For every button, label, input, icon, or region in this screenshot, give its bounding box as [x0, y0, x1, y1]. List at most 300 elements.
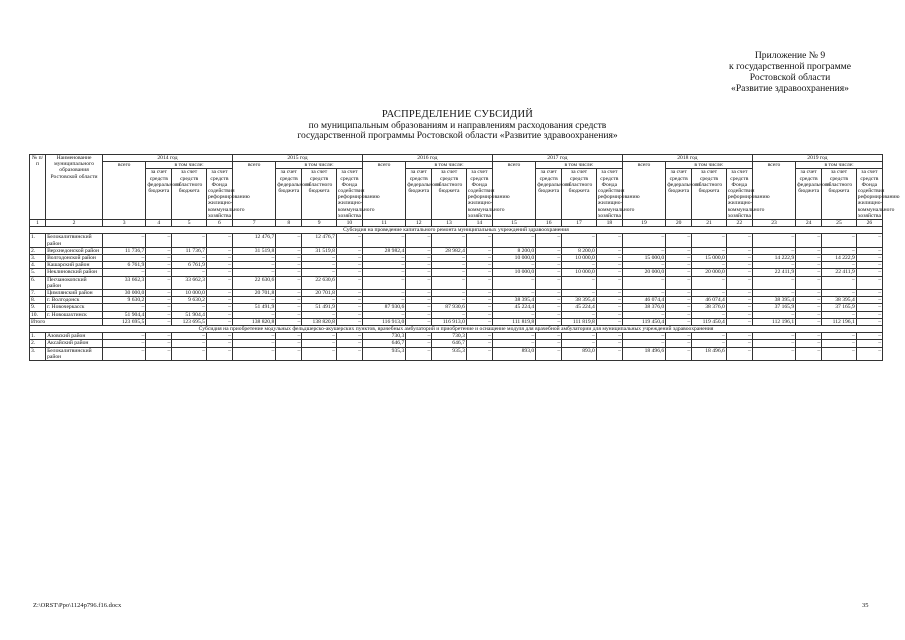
value-cell: –: [232, 340, 275, 347]
value-cell: –: [172, 234, 207, 247]
value-cell: –: [276, 276, 302, 289]
header-fund: за счет средств Фонда содействия реформированию жилищно-коммунального хозяйства: [467, 169, 510, 219]
value-cell: –: [856, 276, 882, 289]
value-cell: –: [232, 262, 275, 269]
value-cell: –: [232, 311, 275, 318]
value-cell: 51 491,9: [232, 304, 275, 311]
value-cell: –: [562, 333, 597, 340]
value-cell: –: [276, 311, 302, 318]
value-cell: 20 000,0: [622, 269, 665, 276]
value-cell: –: [666, 247, 692, 254]
value-cell: –: [492, 262, 535, 269]
column-number: 12: [406, 220, 432, 227]
value-cell: –: [466, 318, 492, 325]
value-cell: –: [536, 290, 562, 297]
value-cell: –: [796, 297, 822, 304]
value-cell: –: [726, 304, 752, 311]
value-cell: –: [562, 311, 597, 318]
column-number: 26: [856, 220, 882, 227]
value-cell: –: [856, 262, 882, 269]
value-cell: –: [726, 255, 752, 262]
value-cell: –: [206, 297, 232, 304]
value-cell: –: [596, 333, 622, 340]
table-row: [30, 247, 883, 254]
column-numbers-row: [30, 220, 883, 227]
section-title: Субсидия на приобретение модульных фельдшерско-акушерских пунктов, врачебных амбулаторий и приобретение и оснащение модуля для врачебной амбулатории для муниципальных учреждений здравоохранения: [30, 326, 883, 333]
value-cell: –: [206, 311, 232, 318]
header-obl: за счет средств областного бюджета: [562, 169, 597, 220]
appendix-line: к государственной программе: [729, 61, 851, 72]
value-cell: –: [822, 347, 857, 360]
value-cell: 51 904,4: [172, 311, 207, 318]
value-cell: –: [726, 340, 752, 347]
value-cell: –: [276, 297, 302, 304]
value-cell: –: [752, 311, 795, 318]
value-cell: –: [596, 262, 622, 269]
header-no: № п/п: [30, 155, 46, 220]
header-total: всего: [103, 162, 146, 220]
value-cell: –: [666, 333, 692, 340]
value-cell: –: [492, 234, 535, 247]
value-cell: 935,3: [362, 347, 405, 360]
value-cell: –: [726, 234, 752, 247]
value-cell: –: [856, 290, 882, 297]
value-cell: –: [726, 262, 752, 269]
page-number: 35: [862, 602, 869, 609]
value-cell: –: [492, 290, 535, 297]
header-fed: за счет средств федерального бюджета: [796, 169, 822, 220]
value-cell: 20 701,8: [302, 290, 337, 297]
value-cell: –: [796, 318, 822, 325]
value-cell: –: [206, 304, 232, 311]
value-cell: 18 496,6: [622, 347, 665, 360]
value-cell: –: [666, 297, 692, 304]
value-cell: 935,3: [432, 347, 467, 360]
value-cell: –: [856, 304, 882, 311]
value-cell: 28 982,4: [432, 247, 467, 254]
value-cell: –: [336, 311, 362, 318]
value-cell: –: [336, 340, 362, 347]
value-cell: –: [596, 297, 622, 304]
appendix-note: [690, 50, 890, 94]
value-cell: –: [103, 234, 146, 247]
value-cell: –: [752, 340, 795, 347]
value-cell: 119 450,4: [692, 318, 727, 325]
value-cell: –: [406, 318, 432, 325]
value-cell: 11 736,7: [172, 247, 207, 254]
value-cell: –: [146, 347, 172, 360]
value-cell: –: [466, 234, 492, 247]
value-cell: –: [796, 290, 822, 297]
value-cell: –: [432, 290, 467, 297]
value-cell: 116 913,0: [432, 318, 467, 325]
value-cell: –: [536, 333, 562, 340]
value-cell: –: [206, 340, 232, 347]
value-cell: –: [276, 304, 302, 311]
value-cell: –: [726, 276, 752, 289]
value-cell: –: [796, 304, 822, 311]
value-cell: –: [692, 290, 727, 297]
header-obl: за счет средств областного бюджета: [302, 169, 337, 220]
value-cell: –: [596, 347, 622, 360]
value-cell: –: [596, 304, 622, 311]
value-cell: –: [492, 340, 535, 347]
column-number: 5: [172, 220, 207, 227]
header-incl: в том числе:: [146, 162, 233, 169]
row-number: 6.: [30, 276, 46, 289]
value-cell: –: [666, 311, 692, 318]
value-cell: –: [336, 234, 362, 247]
value-cell: –: [406, 255, 432, 262]
value-cell: –: [622, 340, 665, 347]
appendix-line: «Развитие здравоохранения»: [731, 83, 849, 94]
value-cell: 51 904,4: [103, 311, 146, 318]
column-number: 9: [302, 220, 337, 227]
value-cell: 45 224,4: [492, 304, 535, 311]
header-total: всего: [492, 162, 535, 220]
value-cell: 6 761,9: [172, 262, 207, 269]
column-number: 16: [536, 220, 562, 227]
value-cell: 893,0: [492, 347, 535, 360]
value-cell: –: [466, 290, 492, 297]
value-cell: –: [726, 290, 752, 297]
header-total: всего: [622, 162, 665, 220]
value-cell: –: [596, 247, 622, 254]
value-cell: –: [466, 304, 492, 311]
value-cell: –: [276, 333, 302, 340]
value-cell: –: [172, 347, 207, 360]
value-cell: –: [536, 318, 562, 325]
row-number: 2.: [30, 247, 46, 254]
table-row: [30, 234, 883, 247]
table-row: [30, 304, 883, 311]
value-cell: –: [726, 247, 752, 254]
value-cell: –: [666, 304, 692, 311]
value-cell: –: [692, 276, 727, 289]
row-number: 1.: [30, 333, 46, 340]
value-cell: –: [666, 262, 692, 269]
header-fed: за счет средств федерального бюджета: [666, 169, 692, 220]
value-cell: –: [362, 269, 405, 276]
value-cell: –: [276, 347, 302, 360]
header-total: всего: [362, 162, 405, 220]
value-cell: –: [432, 276, 467, 289]
value-cell: –: [856, 311, 882, 318]
value-cell: –: [232, 347, 275, 360]
value-cell: –: [172, 269, 207, 276]
value-cell: 9 630,2: [103, 297, 146, 304]
value-cell: –: [276, 234, 302, 247]
column-number: 17: [562, 220, 597, 227]
header-incl: в том числе:: [666, 162, 753, 169]
table-row: [30, 255, 883, 262]
value-cell: 10 000,0: [492, 269, 535, 276]
header-fund: за счет средств Фонда содействия реформированию жилищно-коммунального хозяйства: [337, 169, 380, 219]
value-cell: –: [276, 255, 302, 262]
value-cell: 6 761,9: [103, 262, 146, 269]
value-cell: –: [103, 333, 146, 340]
value-cell: –: [276, 269, 302, 276]
value-cell: –: [206, 269, 232, 276]
value-cell: –: [432, 269, 467, 276]
value-cell: –: [302, 333, 337, 340]
value-cell: –: [562, 234, 597, 247]
value-cell: –: [562, 290, 597, 297]
column-number: 15: [492, 220, 535, 227]
value-cell: –: [206, 347, 232, 360]
column-number: 25: [822, 220, 857, 227]
header-incl: в том числе:: [276, 162, 363, 169]
value-cell: 111 819,8: [562, 318, 597, 325]
value-cell: 11 736,7: [103, 247, 146, 254]
value-cell: –: [406, 290, 432, 297]
value-cell: 12 476,7: [302, 234, 337, 247]
header-fed: за счет средств федерального бюджета: [406, 169, 432, 220]
value-cell: –: [796, 311, 822, 318]
value-cell: 37 165,9: [752, 304, 795, 311]
value-cell: –: [336, 304, 362, 311]
value-cell: –: [856, 318, 882, 325]
column-number: 7: [232, 220, 275, 227]
value-cell: 12 476,7: [232, 234, 275, 247]
value-cell: 45 224,4: [562, 304, 597, 311]
value-cell: –: [856, 247, 882, 254]
value-cell: –: [692, 311, 727, 318]
value-cell: –: [622, 247, 665, 254]
value-cell: –: [466, 269, 492, 276]
value-cell: –: [206, 262, 232, 269]
value-cell: –: [336, 290, 362, 297]
value-cell: –: [406, 276, 432, 289]
value-cell: –: [596, 269, 622, 276]
value-cell: –: [492, 333, 535, 340]
value-cell: –: [796, 333, 822, 340]
header-fed: за счет средств федерального бюджета: [146, 169, 172, 220]
value-cell: 116 913,0: [362, 318, 405, 325]
header-year: 2017 год: [492, 155, 622, 162]
footer-file-path: Z:\ORST\Ppo\1124p796.f16.docx: [33, 602, 122, 609]
value-cell: 31 519,8: [302, 247, 337, 254]
value-cell: –: [276, 290, 302, 297]
value-cell: 138 820,8: [232, 318, 275, 325]
appendix-line: Приложение № 9: [754, 50, 826, 61]
header-total: всего: [232, 162, 275, 220]
header-year: 2014 год: [103, 155, 233, 162]
value-cell: –: [856, 340, 882, 347]
value-cell: –: [492, 311, 535, 318]
value-cell: –: [796, 269, 822, 276]
section-title: Субсидия на проведение капитального ремонта муниципальных учреждений здравоохранения: [30, 227, 883, 234]
municipality-name: Песчанокопский район: [46, 276, 103, 289]
value-cell: –: [752, 234, 795, 247]
value-cell: –: [666, 290, 692, 297]
value-cell: –: [536, 311, 562, 318]
value-cell: 20 701,8: [232, 290, 275, 297]
value-cell: –: [206, 333, 232, 340]
value-cell: 38 395,4: [752, 297, 795, 304]
value-cell: –: [146, 290, 172, 297]
value-cell: 18 496,6: [692, 347, 727, 360]
value-cell: 730,3: [432, 333, 467, 340]
value-cell: –: [206, 318, 232, 325]
value-cell: –: [302, 262, 337, 269]
title-line: государственной программы Ростовской области «Развитие здравоохранения»: [297, 130, 618, 141]
row-number: 9.: [30, 304, 46, 311]
value-cell: –: [856, 269, 882, 276]
value-cell: –: [206, 276, 232, 289]
value-cell: –: [362, 234, 405, 247]
municipality-name: г. Волгодонск: [46, 297, 103, 304]
table-row: [30, 333, 883, 340]
value-cell: –: [466, 340, 492, 347]
value-cell: 46 074,4: [692, 297, 727, 304]
value-cell: –: [692, 333, 727, 340]
value-cell: –: [622, 311, 665, 318]
value-cell: –: [406, 333, 432, 340]
row-number: 5.: [30, 269, 46, 276]
value-cell: –: [666, 318, 692, 325]
value-cell: –: [536, 340, 562, 347]
value-cell: –: [172, 255, 207, 262]
value-cell: –: [536, 347, 562, 360]
value-cell: 112 196,1: [752, 318, 795, 325]
subsidy-table: [29, 154, 900, 361]
table-row: [30, 311, 883, 318]
value-cell: –: [536, 297, 562, 304]
value-cell: –: [726, 347, 752, 360]
column-number: 22: [726, 220, 752, 227]
value-cell: –: [562, 276, 597, 289]
value-cell: –: [726, 318, 752, 325]
value-cell: 730,3: [362, 333, 405, 340]
value-cell: –: [172, 340, 207, 347]
value-cell: –: [146, 234, 172, 247]
value-cell: –: [596, 311, 622, 318]
header-obl: за счет средств областного бюджета: [432, 169, 467, 220]
header-obl: за счет средств областного бюджета: [172, 169, 207, 220]
value-cell: –: [596, 340, 622, 347]
value-cell: 8 200,0: [562, 247, 597, 254]
value-cell: –: [276, 318, 302, 325]
value-cell: 15 000,0: [622, 255, 665, 262]
value-cell: –: [752, 276, 795, 289]
value-cell: 8 200,0: [492, 247, 535, 254]
value-cell: –: [536, 276, 562, 289]
value-cell: –: [232, 297, 275, 304]
value-cell: –: [796, 276, 822, 289]
value-cell: 31 519,8: [232, 247, 275, 254]
value-cell: –: [466, 276, 492, 289]
value-cell: –: [276, 247, 302, 254]
value-cell: –: [406, 269, 432, 276]
value-cell: –: [856, 255, 882, 262]
value-cell: –: [466, 255, 492, 262]
value-cell: –: [536, 269, 562, 276]
value-cell: –: [406, 347, 432, 360]
value-cell: –: [666, 234, 692, 247]
table-row: [30, 269, 883, 276]
value-cell: –: [406, 262, 432, 269]
column-number: 19: [622, 220, 665, 227]
header-fund: за счет средств Фонда содействия реформированию жилищно-коммунального хозяйства: [597, 169, 640, 219]
value-cell: –: [856, 347, 882, 360]
value-cell: –: [336, 318, 362, 325]
value-cell: –: [336, 276, 362, 289]
value-cell: 37 165,9: [822, 304, 857, 311]
value-cell: –: [146, 276, 172, 289]
value-cell: –: [146, 262, 172, 269]
value-cell: –: [406, 234, 432, 247]
value-cell: –: [666, 347, 692, 360]
value-cell: –: [432, 234, 467, 247]
value-cell: –: [666, 269, 692, 276]
column-number: 10: [336, 220, 362, 227]
header-fed: за счет средств федерального бюджета: [536, 169, 562, 220]
value-cell: –: [726, 311, 752, 318]
value-cell: 123 695,5: [103, 318, 146, 325]
value-cell: –: [406, 247, 432, 254]
value-cell: 646,7: [362, 340, 405, 347]
value-cell: 10 000,0: [562, 255, 597, 262]
value-cell: –: [362, 262, 405, 269]
value-cell: 10 000,0: [562, 269, 597, 276]
municipality-name: Белокалитвинский район: [46, 347, 103, 360]
value-cell: –: [822, 290, 857, 297]
value-cell: 20 000,0: [692, 269, 727, 276]
value-cell: –: [172, 333, 207, 340]
value-cell: –: [146, 297, 172, 304]
value-cell: –: [692, 234, 727, 247]
column-number: 24: [796, 220, 822, 227]
value-cell: –: [796, 347, 822, 360]
row-number: 2.: [30, 340, 46, 347]
municipality-name: г. Новошахтинск: [46, 311, 103, 318]
value-cell: –: [692, 340, 727, 347]
municipality-name: Неклиновский район: [46, 269, 103, 276]
value-cell: –: [752, 262, 795, 269]
value-cell: –: [466, 347, 492, 360]
column-number: 6: [206, 220, 232, 227]
value-cell: –: [466, 262, 492, 269]
value-cell: –: [856, 333, 882, 340]
value-cell: –: [432, 297, 467, 304]
value-cell: –: [103, 347, 146, 360]
value-cell: –: [103, 304, 146, 311]
value-cell: 22 630,6: [232, 276, 275, 289]
total-label: Итого: [30, 318, 103, 325]
table-row: [30, 262, 883, 269]
value-cell: –: [596, 255, 622, 262]
value-cell: –: [752, 290, 795, 297]
value-cell: –: [752, 247, 795, 254]
value-cell: 112 196,1: [822, 318, 857, 325]
value-cell: –: [466, 333, 492, 340]
value-cell: –: [206, 234, 232, 247]
column-number: 23: [752, 220, 795, 227]
header-incl: в том числе:: [406, 162, 493, 169]
value-cell: –: [146, 255, 172, 262]
value-cell: 10 000,0: [492, 255, 535, 262]
value-cell: 119 450,4: [622, 318, 665, 325]
value-cell: –: [796, 255, 822, 262]
value-cell: –: [536, 262, 562, 269]
value-cell: –: [336, 247, 362, 254]
header-year: 2016 год: [362, 155, 492, 162]
value-cell: –: [362, 276, 405, 289]
value-cell: –: [206, 255, 232, 262]
document-title: [210, 110, 705, 142]
table-row: [30, 276, 883, 289]
